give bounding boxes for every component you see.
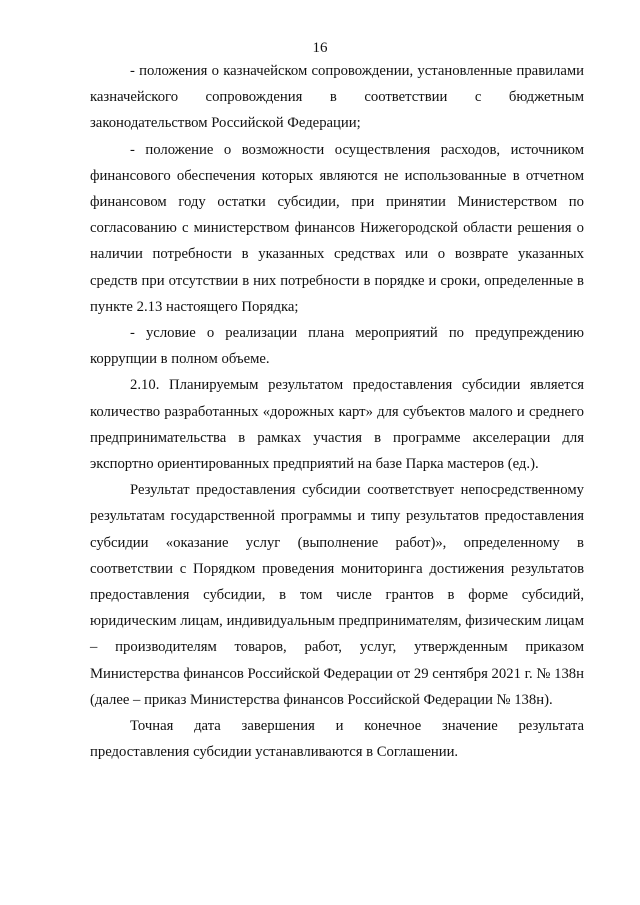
page-content: [90, 58, 584, 765]
paragraph-unused-balance: - положение о возможности осуществления расходов, источником финансового обеспечения которых являются не использованные в отчетном финансовом году остатки субсидии, при принятии Министерством по согласованию с министерством финансов Нижегородской области решения о наличии потребности в указанных средствах или о возврате указанных средств при отсутствии в них потребности в порядке и сроки, определенные в пункте 2.13 настоящего Порядка;: [90, 141, 584, 315]
paragraph-result-type: Результат предоставления субсидии соответствует непосредственному результатам государственной программы и типу результатов предоставления субсидии «оказание услуг (выполнение работ)», определенному в соответствии с Порядком проведения мониторинга достижения результатов предоставления субсидии, в том числе грантов в форме субсидий, юридическим лицам, индивидуальным предпринимателям, физическим лицам – производителям товаров, работ, услуг, утвержденным приказом Министерства финансов Российской Федерации от 29 сентября 2021 г. № 138н (далее – приказ Министерства финансов Российской Федерации № 138н).: [90, 482, 584, 708]
paragraph-treasury-support: - положения о казначейском сопровождении, установленные правилами казначейского сопровождения в соответствии с бюджетным законодательством Российской Федерации;: [90, 63, 584, 132]
page-number: 16: [312, 40, 328, 56]
paragraph-completion-date: Точная дата завершения и конечное значение результата предоставления субсидии устанавливаются в Соглашении.: [90, 718, 584, 761]
paragraph-planned-result: 2.10. Планируемым результатом предоставления субсидии является количество разработанных «дорожных карт» для субъектов малого и среднего предпринимательства в рамках участия в программе акселерации для экспортно ориентированных предприятий на базе Парка мастеров (ед.).: [90, 377, 584, 473]
paragraph-anti-corruption: - условие о реализации плана мероприятий по предупреждению коррупции в полном объеме.: [90, 325, 584, 368]
